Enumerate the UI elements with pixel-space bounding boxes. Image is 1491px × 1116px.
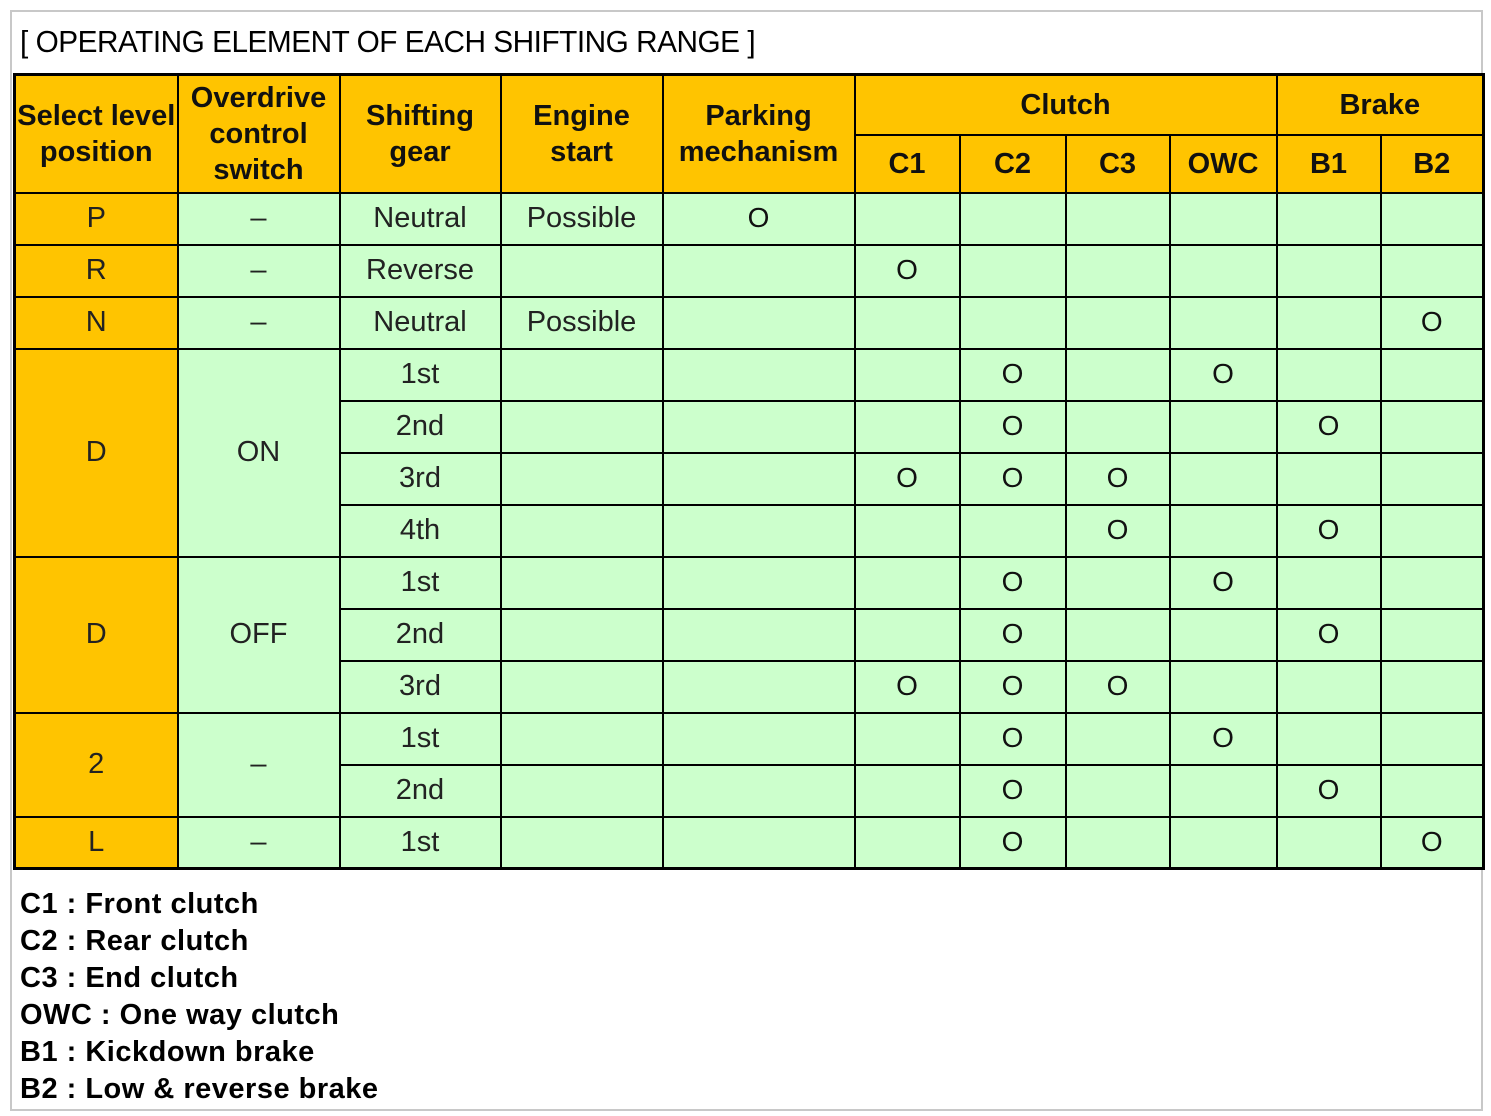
c3-cell — [1066, 193, 1170, 245]
owc-cell — [1170, 765, 1277, 817]
parking-cell — [663, 661, 855, 713]
operating-mark: O — [1001, 566, 1024, 597]
c3-cell — [1066, 661, 1170, 713]
operating-mark: O — [1317, 410, 1340, 441]
owc-cell — [1170, 349, 1277, 401]
legend-item: B2 : Low & reverse brake — [20, 1073, 379, 1105]
c3-cell — [1066, 557, 1170, 609]
overdrive-cell: ON — [178, 349, 340, 557]
table-row — [15, 557, 1484, 609]
header-parking: Parking mechanism — [663, 75, 855, 193]
operating-mark: O — [1317, 774, 1340, 805]
header-owc: OWC — [1170, 135, 1277, 193]
c2-cell — [960, 817, 1066, 869]
b2-cell — [1381, 193, 1484, 245]
engine-start-cell — [501, 349, 663, 401]
table-row — [15, 349, 1484, 401]
b1-cell — [1277, 245, 1381, 297]
operating-mark: O — [1420, 825, 1443, 857]
parking-cell — [663, 765, 855, 817]
position-cell: R — [15, 245, 178, 297]
c2-cell — [960, 193, 1066, 245]
legend — [20, 886, 379, 1108]
engine-start-cell — [501, 245, 663, 297]
c2-cell — [960, 765, 1066, 817]
b2-cell — [1381, 349, 1484, 401]
b1-cell — [1277, 661, 1381, 713]
b2-cell — [1381, 609, 1484, 661]
c2-cell — [960, 661, 1066, 713]
header-overdrive: Overdrive control switch — [178, 75, 340, 193]
owc-cell — [1170, 401, 1277, 453]
c1-cell — [855, 453, 960, 505]
parking-cell — [663, 297, 855, 349]
header-b2: B2 — [1381, 135, 1484, 193]
owc-cell — [1170, 505, 1277, 557]
c3-cell — [1066, 453, 1170, 505]
owc-cell — [1170, 297, 1277, 349]
operating-mark: O — [1420, 306, 1443, 337]
overdrive-cell: – — [178, 817, 340, 869]
overdrive-cell: – — [178, 193, 340, 245]
engine-start-cell — [501, 713, 663, 765]
gear-cell: 4th — [340, 505, 501, 557]
b2-cell — [1381, 661, 1484, 713]
parking-cell — [663, 713, 855, 765]
b1-cell — [1277, 297, 1381, 349]
b1-cell — [1277, 713, 1381, 765]
header-brake: Brake — [1277, 75, 1484, 135]
operating-mark: O — [1106, 670, 1129, 701]
legend-item: C3 : End clutch — [20, 962, 239, 994]
operating-mark: O — [896, 462, 918, 493]
header-b1: B1 — [1277, 135, 1381, 193]
operating-mark: O — [1212, 566, 1234, 597]
operating-mark: O — [1001, 462, 1024, 493]
c1-cell — [855, 401, 960, 453]
overdrive-cell: OFF — [178, 557, 340, 713]
operating-mark: O — [1001, 670, 1024, 701]
header-clutch: Clutch — [855, 75, 1277, 135]
engine-start-cell — [501, 453, 663, 505]
c1-cell — [855, 817, 960, 869]
c3-cell — [1066, 401, 1170, 453]
position-cell: 2 — [15, 713, 178, 817]
engine-start-cell — [501, 557, 663, 609]
table-row — [15, 817, 1484, 869]
c2-cell — [960, 505, 1066, 557]
engine-start-cell — [501, 609, 663, 661]
b2-cell — [1381, 245, 1484, 297]
c2-cell — [960, 245, 1066, 297]
parking-cell — [663, 401, 855, 453]
c2-cell — [960, 557, 1066, 609]
parking-cell — [663, 453, 855, 505]
engine-start-cell — [501, 505, 663, 557]
position-cell: P — [15, 193, 178, 245]
table-row — [15, 713, 1484, 765]
header-c3: C3 — [1066, 135, 1170, 193]
header-engine-start: Engine start — [501, 75, 663, 193]
engine-start-cell — [501, 401, 663, 453]
position-cell: N — [15, 297, 178, 349]
c3-cell — [1066, 609, 1170, 661]
c2-cell — [960, 349, 1066, 401]
c3-cell — [1066, 505, 1170, 557]
c2-cell — [960, 713, 1066, 765]
header-select-level: Select level position — [15, 75, 178, 193]
operating-mark: O — [1106, 462, 1129, 493]
parking-cell — [663, 349, 855, 401]
operating-mark: O — [1001, 774, 1024, 805]
b1-cell — [1277, 765, 1381, 817]
c2-cell — [960, 609, 1066, 661]
c1-cell — [855, 245, 960, 297]
parking-cell — [663, 557, 855, 609]
c1-cell — [855, 505, 960, 557]
b1-cell — [1277, 505, 1381, 557]
owc-cell — [1170, 817, 1277, 869]
operating-mark: O — [1106, 514, 1129, 545]
c1-cell — [855, 297, 960, 349]
parking-cell — [663, 505, 855, 557]
owc-cell — [1170, 713, 1277, 765]
b2-cell — [1381, 297, 1484, 349]
b2-cell — [1381, 401, 1484, 453]
page-title: [ OPERATING ELEMENT OF EACH SHIFTING RANGE ] — [20, 24, 756, 59]
position-cell: D — [15, 349, 178, 557]
gear-cell: 1st — [340, 713, 501, 765]
operating-mark: O — [896, 254, 918, 285]
gear-cell: 1st — [340, 817, 501, 869]
operating-mark: O — [1001, 358, 1024, 389]
header-c1: C1 — [855, 135, 960, 193]
legend-item: B1 : Kickdown brake — [20, 1036, 315, 1068]
operating-element-table — [13, 73, 1485, 870]
b2-cell — [1381, 505, 1484, 557]
engine-start-cell: Possible — [501, 193, 663, 245]
gear-cell: Reverse — [340, 245, 501, 297]
b2-cell — [1381, 765, 1484, 817]
operating-mark: O — [1317, 514, 1340, 545]
c1-cell — [855, 557, 960, 609]
operating-mark: O — [1001, 722, 1024, 753]
b1-cell — [1277, 401, 1381, 453]
owc-cell — [1170, 661, 1277, 713]
gear-cell: 2nd — [340, 609, 501, 661]
c1-cell — [855, 349, 960, 401]
document-frame — [10, 10, 1483, 1111]
c1-cell — [855, 609, 960, 661]
operating-mark: O — [747, 202, 770, 233]
owc-cell — [1170, 557, 1277, 609]
c1-cell — [855, 661, 960, 713]
operating-mark: O — [1212, 358, 1234, 389]
header-shifting-gear: Shifting gear — [340, 75, 501, 193]
b2-cell — [1381, 453, 1484, 505]
gear-cell: 3rd — [340, 453, 501, 505]
gear-cell: 2nd — [340, 765, 501, 817]
legend-item: C2 : Rear clutch — [20, 925, 249, 957]
c3-cell — [1066, 765, 1170, 817]
position-cell: D — [15, 557, 178, 713]
operating-mark: O — [1001, 825, 1024, 857]
parking-cell — [663, 245, 855, 297]
owc-cell — [1170, 453, 1277, 505]
operating-mark: O — [1317, 618, 1340, 649]
operating-mark: O — [896, 670, 918, 701]
table-row — [15, 297, 1484, 349]
b2-cell — [1381, 817, 1484, 869]
position-cell: L — [15, 817, 178, 869]
c3-cell — [1066, 349, 1170, 401]
parking-cell — [663, 193, 855, 245]
c2-cell — [960, 453, 1066, 505]
c1-cell — [855, 713, 960, 765]
c1-cell — [855, 193, 960, 245]
b2-cell — [1381, 557, 1484, 609]
c2-cell — [960, 297, 1066, 349]
operating-mark: O — [1212, 722, 1234, 753]
legend-item: C1 : Front clutch — [20, 888, 259, 920]
gear-cell: 2nd — [340, 401, 501, 453]
parking-cell — [663, 817, 855, 869]
overdrive-cell: – — [178, 297, 340, 349]
table-body — [15, 193, 1484, 869]
engine-start-cell: Possible — [501, 297, 663, 349]
c3-cell — [1066, 713, 1170, 765]
b1-cell — [1277, 349, 1381, 401]
owc-cell — [1170, 245, 1277, 297]
b1-cell — [1277, 453, 1381, 505]
c2-cell — [960, 401, 1066, 453]
b1-cell — [1277, 817, 1381, 869]
gear-cell: Neutral — [340, 193, 501, 245]
operating-mark: O — [1001, 618, 1024, 649]
gear-cell: 1st — [340, 557, 501, 609]
table-row — [15, 245, 1484, 297]
owc-cell — [1170, 609, 1277, 661]
parking-cell — [663, 609, 855, 661]
header-c2: C2 — [960, 135, 1066, 193]
legend-item: OWC : One way clutch — [20, 999, 340, 1031]
gear-cell: 1st — [340, 349, 501, 401]
c3-cell — [1066, 817, 1170, 869]
engine-start-cell — [501, 765, 663, 817]
table-row — [15, 193, 1484, 245]
b1-cell — [1277, 557, 1381, 609]
engine-start-cell — [501, 661, 663, 713]
overdrive-cell: – — [178, 713, 340, 817]
owc-cell — [1170, 193, 1277, 245]
operating-mark: O — [1001, 410, 1024, 441]
c3-cell — [1066, 297, 1170, 349]
c1-cell — [855, 765, 960, 817]
b1-cell — [1277, 193, 1381, 245]
gear-cell: 3rd — [340, 661, 501, 713]
overdrive-cell: – — [178, 245, 340, 297]
engine-start-cell — [501, 817, 663, 869]
b1-cell — [1277, 609, 1381, 661]
gear-cell: Neutral — [340, 297, 501, 349]
b2-cell — [1381, 713, 1484, 765]
c3-cell — [1066, 245, 1170, 297]
